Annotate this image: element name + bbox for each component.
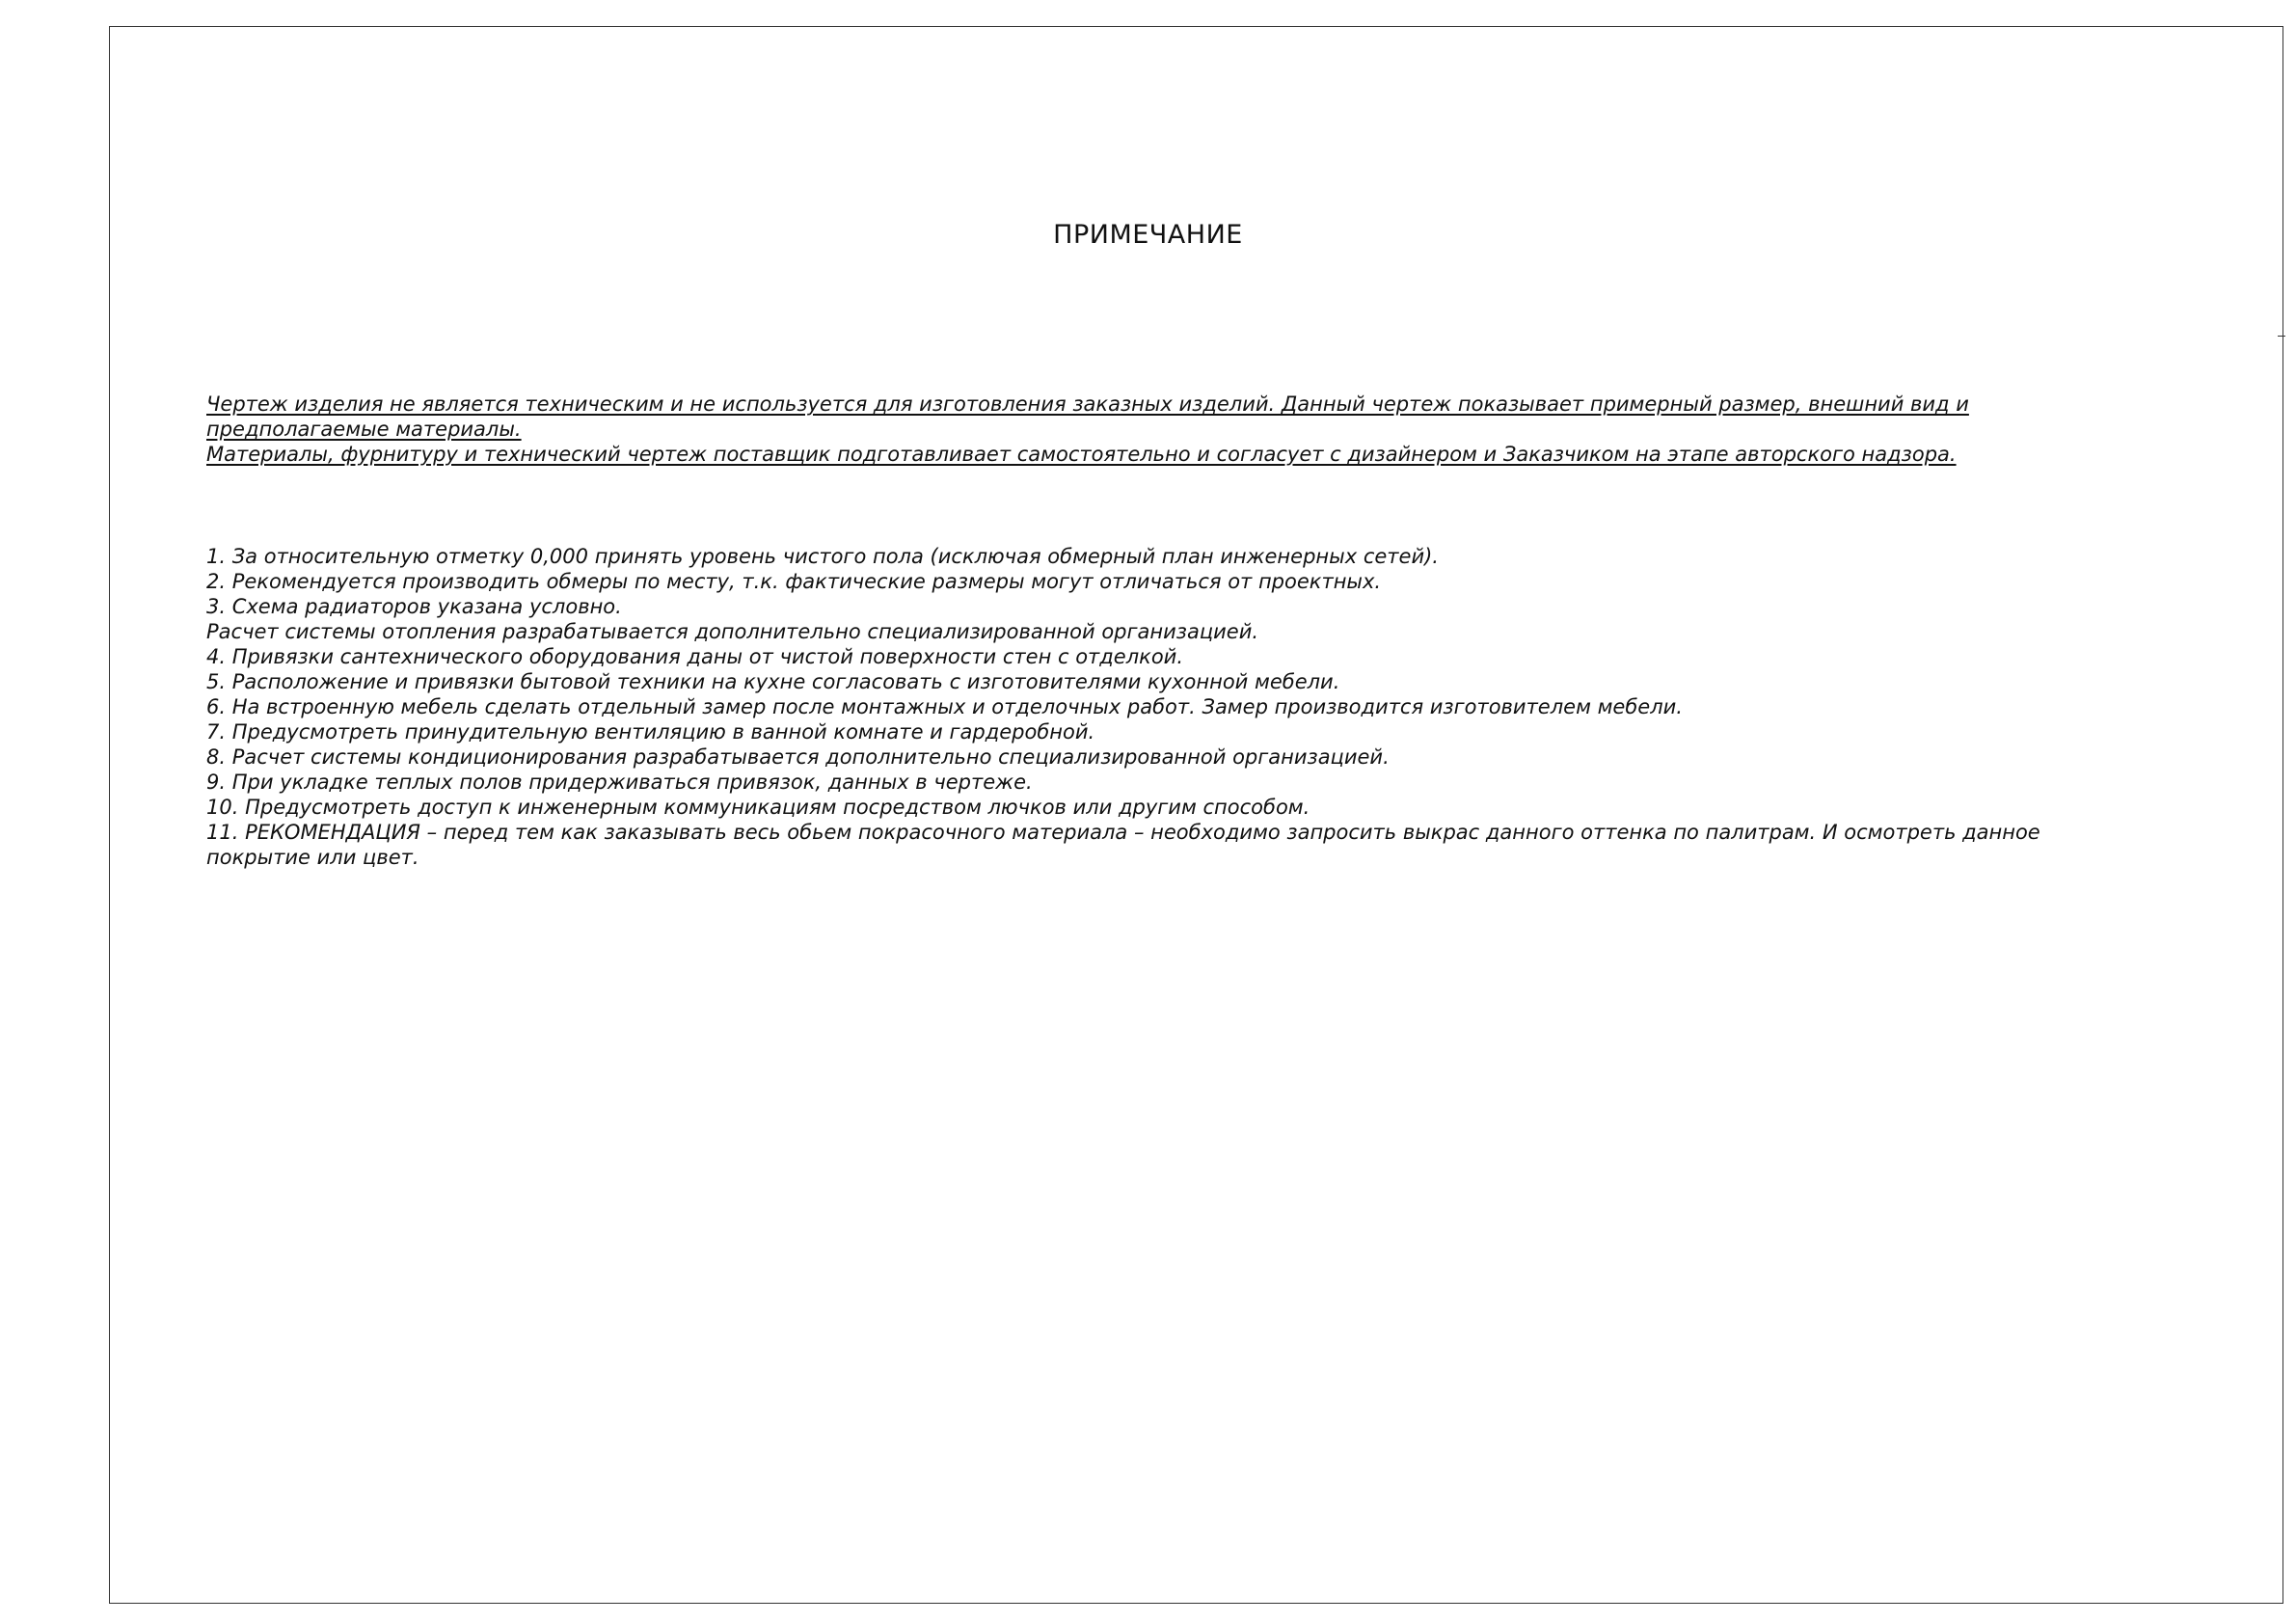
- page-title: ПРИМЕЧАНИЕ: [1053, 220, 1243, 250]
- note-item: Расчет системы отопления разрабатывается дополнительно специализированной организацией.: [206, 620, 1259, 643]
- disclaimer-block: [206, 392, 2096, 467]
- note-item: 8. Расчет системы кондиционирования разрабатывается дополнительно специализированной организацией.: [206, 745, 1390, 769]
- note-item: 2. Рекомендуется производить обмеры по месту, т.к. фактические размеры могут отличаться от проектных.: [206, 570, 1382, 593]
- note-item: 3. Схема радиаторов указана условно.: [206, 595, 622, 618]
- note-item: 1. За относительную отметку 0,000 принять уровень чистого пола (исключая обмерный план инженерных сетей).: [206, 545, 1439, 568]
- note-item: 5. Расположение и привязки бытовой техники на кухне согласовать с изготовителями кухонной мебели.: [206, 670, 1340, 693]
- notes-list: [206, 544, 2135, 870]
- frame-edge-tick: [2278, 336, 2285, 337]
- note-item: 9. При укладке теплых полов придерживаться привязок, данных в чертеже.: [206, 771, 1033, 794]
- note-item: 10. Предусмотреть доступ к инженерным коммуникациям посредством лючков или другим способом.: [206, 796, 1310, 819]
- note-item: 7. Предусмотреть принудительную вентиляцию в ванной комнате и гардеробной.: [206, 720, 1095, 744]
- disclaimer-paragraph: Материалы, фурнитуру и технический чертеж поставщик подготавливает самостоятельно и согласует с дизайнером и Заказчиком на этапе авторского надзора.: [206, 443, 1957, 466]
- disclaimer-paragraph: Чертеж изделия не является техническим и не используется для изготовления заказных изделий. Данный чертеж показывает примерный размер, внешний вид и предполагаемые материалы.: [206, 392, 1969, 441]
- note-item: 4. Привязки сантехнического оборудования даны от чистой поверхности стен с отделкой.: [206, 645, 1184, 668]
- note-item: 6. На встроенную мебель сделать отдельный замер после монтажных и отделочных работ. Замер производится изготовителем мебели.: [206, 695, 1683, 718]
- note-item: 11. РЕКОМЕНДАЦИЯ – перед тем как заказывать весь обьем покрасочного материала – необходимо запросить выкрас данного оттенка по палитрам. И осмотреть данное покрытие или цвет.: [206, 821, 2040, 869]
